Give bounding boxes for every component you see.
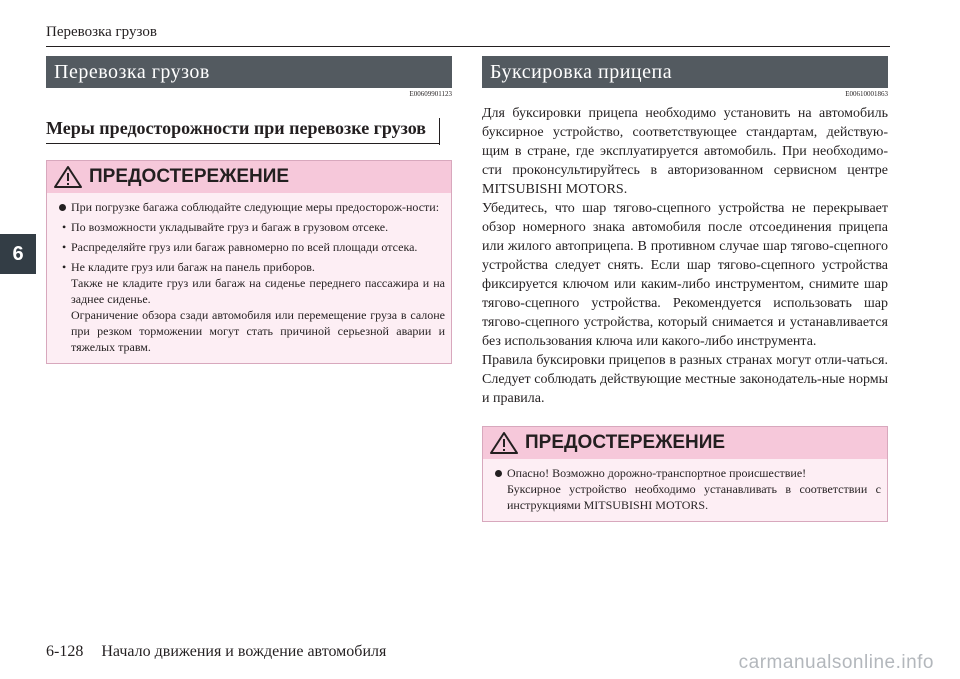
warning-body	[47, 193, 451, 363]
paragraph: Правила буксировки прицепов в разных странах могут отли-чаться. Следует соблюдать действующие местные законодатель-ные нормы и правила.	[482, 353, 888, 406]
chapter-tab: 6	[0, 234, 36, 274]
page-number: 6-128	[46, 643, 84, 660]
warning-item: • Не кладите груз или багаж на панель приборов.	[62, 260, 315, 274]
watermark: carmanualsonline.info	[738, 652, 934, 673]
subheading-cargo-precautions: Меры предосторожности при перевозке грузов	[46, 118, 440, 144]
footer-chapter-title: Начало движения и вождение автомобиля	[101, 643, 387, 660]
warning-item: • Распределяйте груз или багаж равномерно по всей площади отсека.	[62, 240, 418, 254]
left-column	[46, 56, 452, 364]
right-column	[482, 56, 888, 522]
warning-detail: Буксирное устройство необходимо устанавливать в соответствии с инструкциями MITSUBISHI MOTORS.	[507, 482, 881, 512]
warning-intro: При погрузке багажа соблюдайте следующие меры предосторож-ности:	[57, 199, 445, 215]
paragraph: Для буксировки прицепа необходимо установить на автомобиль буксирное устройство, соответствующее стандартам, действую-щим в стране, где эксплуатируется автомобиль. При необходимо-сти проконсультируйтесь в авторизованном сервисном центре MITSUBISHI MOTORS.	[482, 106, 888, 197]
warning-title: ПРЕДОСТЕРЕЖЕНИЕ	[525, 432, 726, 453]
warning-intro: Опасно! Возможно дорожно-транспортное происшествие!	[493, 465, 881, 481]
warning-header	[47, 161, 451, 193]
section-title-towing: Буксировка прицепа	[482, 56, 888, 88]
warning-box-cargo	[46, 160, 452, 364]
towing-body-text	[482, 104, 888, 408]
warning-triangle-icon	[489, 431, 519, 455]
doc-code-cargo: E00609901123	[409, 90, 452, 98]
warning-box-towing	[482, 426, 888, 522]
warning-body	[483, 459, 887, 521]
header-rule	[46, 46, 890, 47]
warning-extra: Ограничение обзора сзади автомобиля или перемещение груза в салоне при резком торможении могут стать причиной серьезной аварии и тяжелых травм.	[71, 308, 445, 354]
page-footer	[46, 643, 386, 661]
warning-title: ПРЕДОСТЕРЕЖЕНИЕ	[89, 166, 290, 187]
running-header: Перевозка грузов	[46, 24, 157, 40]
section-title-cargo: Перевозка грузов	[46, 56, 452, 88]
warning-extra: Также не кладите груз или багаж на сиденье переднего пассажира и на заднее сиденье.	[71, 276, 445, 306]
doc-code-towing: E00610001863	[845, 90, 888, 98]
subheading-wrap	[46, 100, 452, 144]
warning-triangle-icon	[53, 165, 83, 189]
paragraph: Убедитесь, что шар тягово-сцепного устройства не перекрывает обзор номерного знака автомобиля после отсоединения прицепа или жилого автоприцепа. В противном случае шар тягово-сцепного устройства следует снять. Если шар тягово-сцепного устройства фиксируется ключом или каким-либо инструментом, снимите шар тягово-сцепного устройства. Рекомендуется использовать шар тягово-сцепного устройства, который снимается и устанавливается без использования ключа или какого-либо инструмента.	[482, 201, 888, 349]
warning-header	[483, 427, 887, 459]
warning-item: • По возможности укладывайте груз и багаж в грузовом отсеке.	[62, 220, 389, 234]
